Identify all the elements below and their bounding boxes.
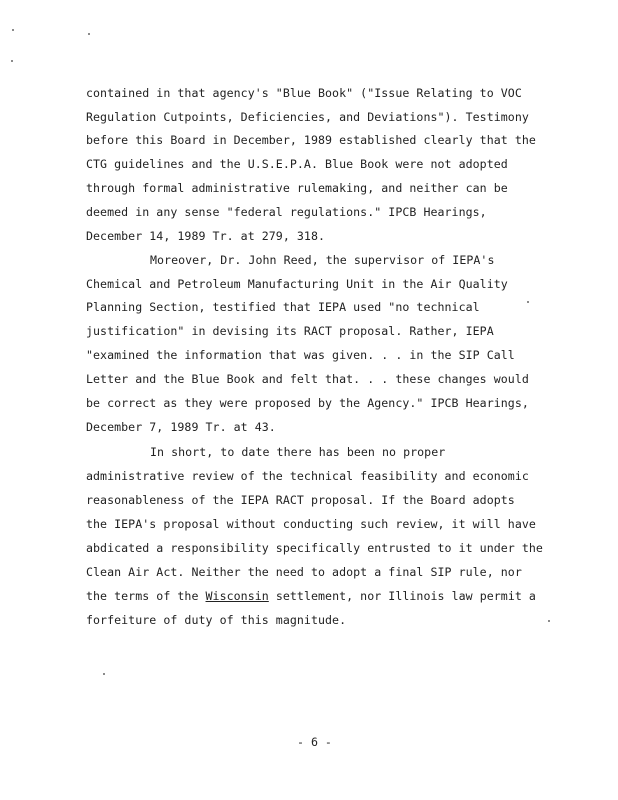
text-line: Chemical and Petroleum Manufacturing Unit in the Air Quality [86, 277, 508, 291]
text-line: Clean Air Act. Neither the need to adopt a final SIP rule, nor [86, 565, 522, 579]
scan-speck [548, 620, 550, 622]
scan-speck [12, 29, 14, 31]
case-name-underlined: Wisconsin [205, 589, 269, 603]
text-line: forfeiture of duty of this magnitude. [86, 613, 347, 627]
text-line: justification" in devising its RACT proposal. Rather, IEPA [86, 324, 494, 338]
text-line: CTG guidelines and the U.S.E.P.A. Blue Book were not adopted [86, 157, 508, 171]
text-line: Regulation Cutpoints, Deficiencies, and Deviations"). Testimony [86, 110, 529, 124]
text-line: reasonableness of the IEPA RACT proposal. If the Board adopts [86, 493, 515, 507]
text-line: December 7, 1989 Tr. at 43. [86, 420, 276, 434]
text-line: through formal administrative rulemaking, and neither can be [86, 181, 508, 195]
text-segment: the terms of the [86, 589, 206, 603]
text-line: before this Board in December, 1989 established clearly that the [86, 133, 536, 147]
text-segment: settlement, nor Illinois law permit a [268, 589, 536, 603]
text-line: Moreover, Dr. John Reed, the supervisor of IEPA's [150, 253, 495, 267]
text-line: December 14, 1989 Tr. at 279, 318. [86, 229, 326, 243]
scan-speck [88, 33, 90, 35]
text-line: the IEPA's proposal without conducting such review, it will have [86, 517, 536, 531]
text-line: deemed in any sense "federal regulations." IPCB Hearings, [86, 205, 487, 219]
scan-speck [11, 60, 13, 62]
text-line: contained in that agency's "Blue Book" ("Issue Relating to VOC [86, 86, 522, 100]
text-line: administrative review of the technical feasibility and economic [86, 469, 529, 483]
scan-speck [103, 673, 105, 675]
text-line: In short, to date there has been no proper [150, 445, 446, 459]
text-line: "examined the information that was given. . . in the SIP Call [86, 348, 515, 362]
text-line [86, 589, 536, 603]
page-number: - 6 - [297, 735, 332, 749]
text-line: Letter and the Blue Book and felt that. . . these changes would [86, 372, 529, 386]
text-line: abdicated a responsibility specifically entrusted to it under the [86, 541, 543, 555]
scan-speck [527, 301, 529, 303]
text-line: be correct as they were proposed by the Agency." IPCB Hearings, [86, 396, 529, 410]
text-line: Planning Section, testified that IEPA used "no technical [86, 300, 480, 314]
